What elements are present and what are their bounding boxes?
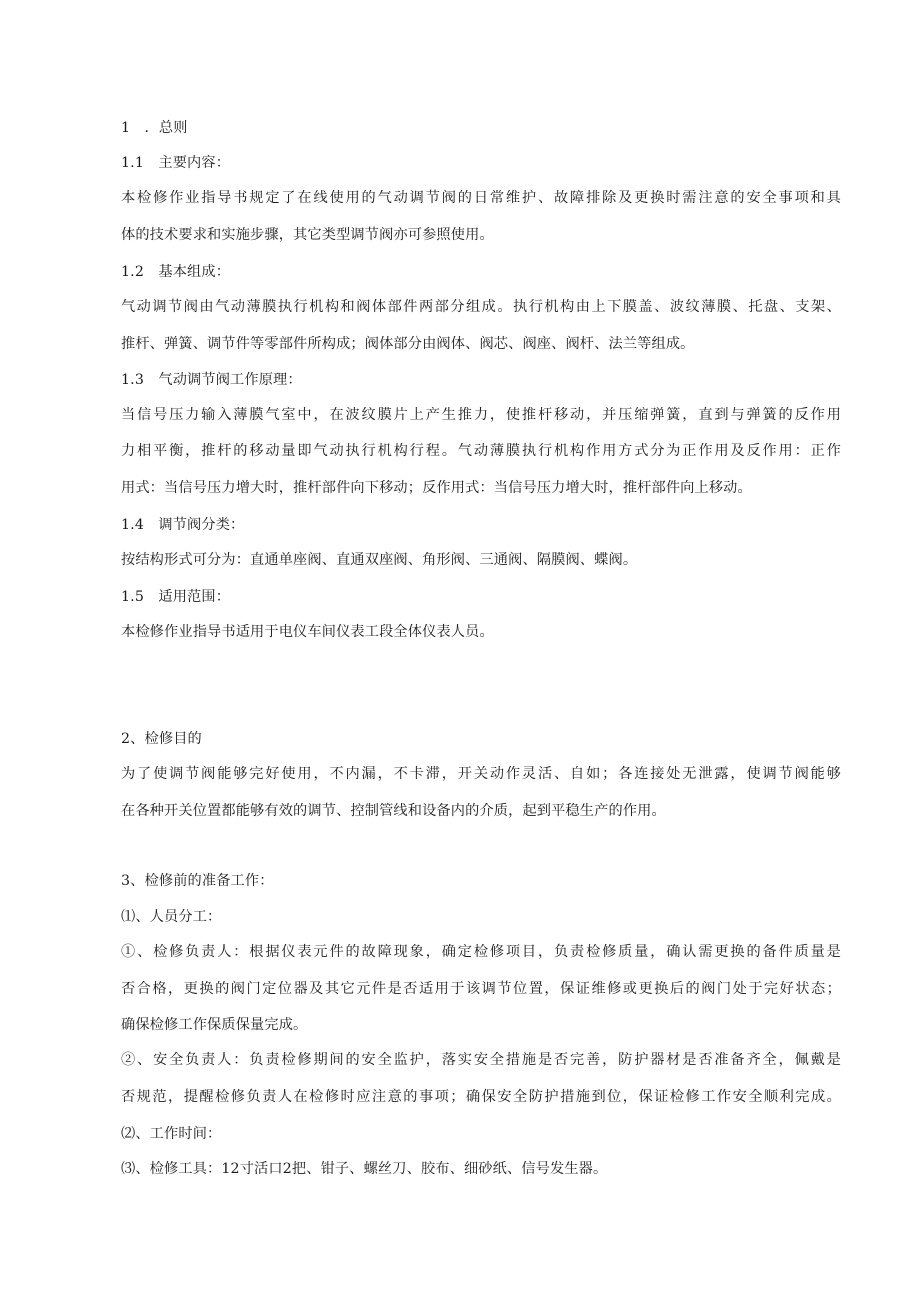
paragraph-line: 为了使调节阀能够完好使用，不内漏，不卡滞，开关动作灵活、自如；各连接处无泄露，使调节阀能够 (121, 766, 841, 782)
paragraph-line: 否合格，更换的阀门定位器及其它元件是否适用于该调节位置，保证维修或更换后的阀门处于完好状态； (121, 981, 841, 997)
paragraph-line: 本检修作业指导书规定了在线使用的气动调节阀的日常维护、故障排除及更换时需注意的安全事项和具 (121, 190, 841, 206)
paragraph-line: 按结构形式可分为：直通单座阀、直通双座阀、角形阀、三通阀、隔膜阀、蝶阀。 (121, 552, 638, 568)
heading-3: 3、检修前的准备工作： (121, 873, 274, 889)
paragraph-line: 推杆、弹簧、调节件等零部件所构成；阀体部分由阀体、阀芯、阀座、阀杆、法兰等组成。 (121, 336, 695, 352)
paragraph-line: ②、安全负责人：负责检修期间的安全监护，落实安全措施是否完善，防护器材是否准备齐全，佩戴是 (121, 1052, 841, 1068)
paragraph-line: 当信号压力输入薄膜气室中，在波纹膜片上产生推力，使推杆移动，并压缩弹簧，直到与弹簧的反作用 (121, 407, 841, 423)
paragraph-line: 在各种开关位置都能够有效的调节、控制管线和设备内的介质，起到平稳生产的作用。 (121, 803, 666, 819)
heading-1-1: 1.1 主要内容： (121, 155, 231, 171)
heading-2: 2、检修目的 (121, 731, 202, 747)
paragraph-line: 否规范，提醒检修负责人在检修时应注意的事项；确保安全防护措施到位，保证检修工作安全顺利完成。 (121, 1089, 841, 1105)
subheading: ⑴、人员分工： (121, 909, 222, 925)
heading-1-2: 1.2 基本组成： (121, 264, 231, 280)
heading-1-5: 1.5 适用范围： (121, 589, 231, 605)
paragraph-line: ①、检修负责人：根据仪表元件的故障现象，确定检修项目，负责检修质量，确认需更换的备件质量是 (121, 944, 841, 960)
heading-1-3: 1.3 气动调节阀工作原理： (121, 372, 302, 388)
paragraph-line: 气动调节阀由气动薄膜执行机构和阀体部件两部分组成。执行机构由上下膜盖、波纹薄膜、托盘、支架、 (121, 299, 841, 315)
subheading: ⑵、工作时间： (121, 1126, 222, 1142)
heading-1-4: 1.4 调节阀分类： (121, 517, 245, 533)
paragraph-line: 用式：当信号压力增大时，推杆部件向下移动；反作用式：当信号压力增大时，推杆部件向上移动。 (121, 480, 752, 496)
paragraph-line: 体的技术要求和实施步骤，其它类型调节阀亦可参照使用。 (121, 227, 494, 243)
paragraph-line: 本检修作业指导书适用于电仪车间仪表工段全体仪表人员。 (121, 624, 494, 640)
subheading: ⑶、检修工具：12寸活口2把、钳子、螺丝刀、胶布、细砂纸、信号发生器。 (121, 1161, 608, 1177)
paragraph-line: 确保检修工作保质保量完成。 (121, 1017, 308, 1033)
heading-1: 1 ．总则 (121, 120, 188, 136)
paragraph-line: 力相平衡，推杆的移动量即气动执行机构行程。气动薄膜执行机构作用方式分为正作用及反作用：正作 (121, 443, 841, 459)
